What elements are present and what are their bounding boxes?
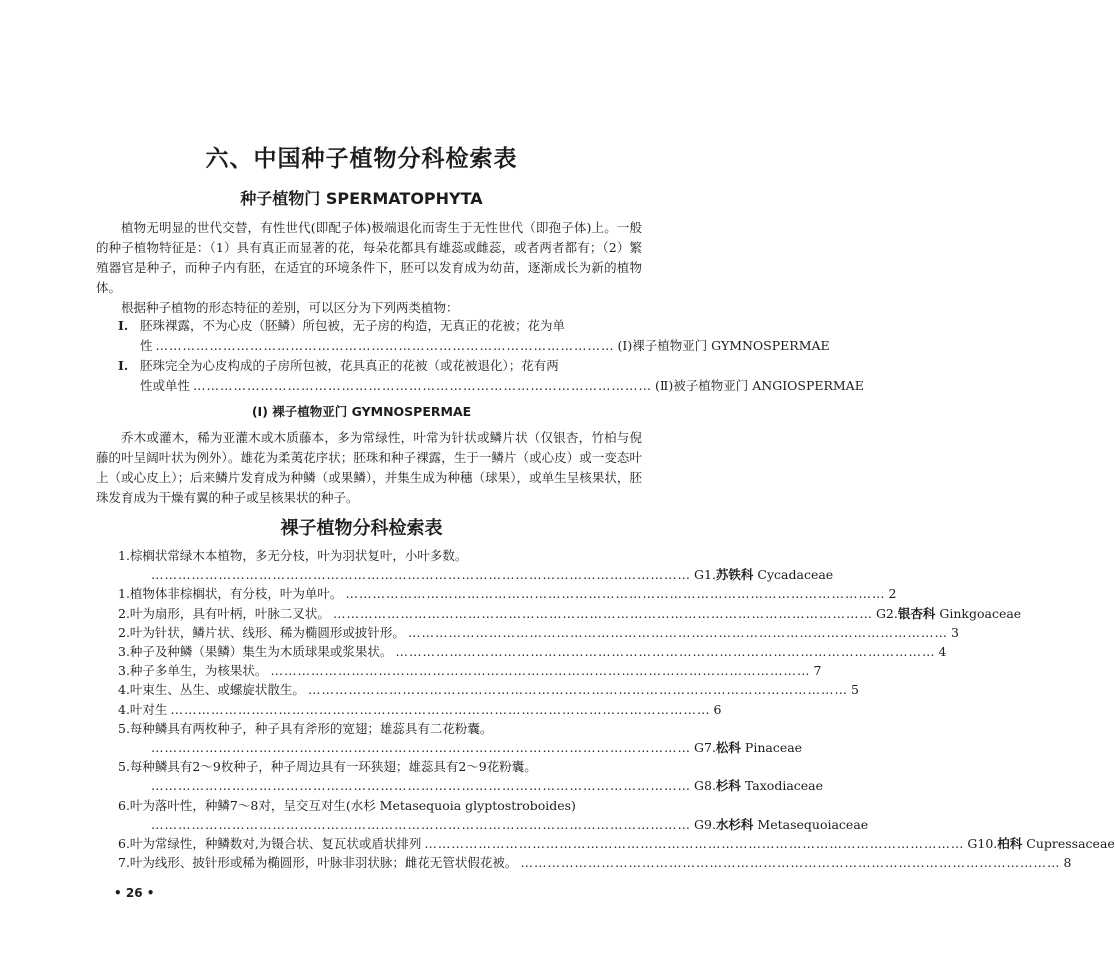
leader-dots: ………………………………………………………………………………………………………… xyxy=(395,644,936,660)
family-name-zh: 苏铁科 xyxy=(715,567,754,583)
family-name-latin: Pinaceae xyxy=(744,740,803,756)
division-couplet xyxy=(118,356,638,376)
family-name-latin: Cupressaceae xyxy=(1026,836,1115,852)
family-name-zh: 松科 xyxy=(715,740,741,756)
key-result xyxy=(813,661,821,680)
key-line xyxy=(118,738,803,757)
key-line xyxy=(118,700,722,719)
key-result xyxy=(694,738,802,757)
couplet-mark: Ⅰ. xyxy=(118,318,129,333)
key-line-text: 4.叶束生、丛生、或螺旋状散生。 xyxy=(118,682,305,698)
key-line-text: 3.种子及种鳞（果鳞）集生为木质球果或浆果状。 xyxy=(118,644,393,660)
key-line xyxy=(118,604,1022,623)
key-result xyxy=(888,584,896,603)
result-code: 3 xyxy=(950,624,959,640)
key-line-text: 5.每种鳞具有两枚种子，种子具有斧形的宽翅；雄蕊具有二花粉囊。 xyxy=(118,720,493,736)
key-line-text: 4.叶对生 xyxy=(118,701,168,717)
leader-dots: ………………………………………………………………………………………………………… xyxy=(151,567,691,583)
key-line-text: 6.叶为常绿性，种鳞数对,为镊合状、复瓦状或盾状排列 xyxy=(118,836,422,852)
key-result xyxy=(713,700,721,719)
key-result xyxy=(967,834,1114,853)
result-code: 7 xyxy=(813,663,822,679)
division-couplet xyxy=(118,316,638,336)
family-name-zh: 银杏科 xyxy=(897,605,936,621)
family-key xyxy=(118,546,1115,872)
result-code: G8. xyxy=(694,778,716,794)
result-code: 2 xyxy=(888,586,897,602)
key-title: 裸子植物分科检索表 xyxy=(280,518,443,539)
result-code: G1. xyxy=(694,567,716,583)
result-code: 8 xyxy=(1063,855,1072,871)
couplet-continuation xyxy=(118,376,864,396)
family-name-zh: 柏科 xyxy=(997,836,1023,852)
result-code: 5 xyxy=(850,682,859,698)
leader-dots: ………………………………………………………………………………………………………… xyxy=(151,778,691,794)
couplet-cont-text: 性 xyxy=(140,338,153,353)
leader-dots: ………………………………………………………………………………………………………… xyxy=(332,605,873,621)
result-code: G9. xyxy=(694,816,716,832)
key-result xyxy=(694,815,868,834)
couplet-text: 胚珠完全为心皮构成的子房所包被，花具真正的花被（或花被退化）；花有两 xyxy=(140,358,559,373)
chapter-title: 六、中国种子植物分科检索表 xyxy=(205,146,518,172)
result-code: G7. xyxy=(694,740,716,756)
gymnosperm-description xyxy=(96,428,642,508)
intro-text xyxy=(96,218,642,318)
couplet-cont-text: 性或单性 xyxy=(140,378,191,393)
leader-dots: ………………………………………………………………………………………………………… xyxy=(151,740,691,756)
key-line-text: 3.种子多单生，为核果状。 xyxy=(118,663,268,679)
key-line-text: 5.每种鳞具有2～9枚种子，种子周边具有一环狭翅；雄蕊具有2～9花粉囊。 xyxy=(118,759,537,775)
leader-dots: ………………………………………………………………………………………………………… xyxy=(345,586,886,602)
intro-paragraph: 植物无明显的世代交替，有性世代(即配子体)极端退化而寄生于无性世代（即孢子体)上。一般的种子植物特征是：（1）具有真正而显著的花，每朵花都具有雄蕊或雌蕊，或者两者都有；（2）繁殖器官是种子，而种子内有胚，在适宜的环境条件下，胚可以发育成为幼苗，逐渐成长为新的植物体。 xyxy=(96,220,642,295)
result-code: G10. xyxy=(967,836,998,852)
division-result: (Ⅰ)裸子植物亚门 GYMNOSPERMAE xyxy=(617,338,830,353)
leader-dots: ………………………………………………………………………………………………………… xyxy=(170,701,711,717)
family-name-latin: Taxodiaceae xyxy=(744,778,824,794)
intro-paragraph: 根据种子植物的形态特征的差别，可以区分为下列两类植物： xyxy=(121,300,459,315)
key-line xyxy=(118,853,1072,872)
division-result: (Ⅱ)被子植物亚门 ANGIOSPERMAE xyxy=(655,378,864,393)
key-result xyxy=(938,642,946,661)
result-code: 4 xyxy=(938,644,947,660)
key-result xyxy=(851,680,859,699)
key-line xyxy=(118,757,624,776)
section-title: 种子植物门 SPERMATOPHYTA xyxy=(240,189,483,208)
family-name-latin: Cycadaceae xyxy=(757,567,834,583)
key-line xyxy=(118,584,897,603)
key-line xyxy=(118,815,869,834)
key-line xyxy=(118,661,822,680)
leader-dots: ………………………………………………………………………………………………………… xyxy=(424,836,965,852)
couplet-continuation xyxy=(118,336,830,356)
key-line xyxy=(118,719,624,738)
page-number: • 26 • xyxy=(114,886,155,900)
subsection-title: (Ⅰ) 裸子植物亚门 GYMNOSPERMAE xyxy=(251,404,472,419)
couplet-text: 胚珠裸露，不为心皮（胚鳞）所包被，无子房的构造，无真正的花被；花为单 xyxy=(140,318,566,333)
key-line-text: 2.叶为针状，鳞片状、线形、稀为椭圆形或披针形。 xyxy=(118,624,405,640)
leader-dots: ………………………………………………………………………………………………………… xyxy=(520,855,1061,871)
family-name-zh: 杉科 xyxy=(715,778,741,794)
key-line-text: 2.叶为扇形，具有叶柄，叶脉二叉状。 xyxy=(118,605,330,621)
key-line xyxy=(118,796,624,815)
result-code: 6 xyxy=(713,701,722,717)
key-line-text: 7.叶为线形、披针形或稀为椭圆形，叶脉非羽状脉；雌花无管状假花被。 xyxy=(118,855,518,871)
leader-dots: ………………………………………………………………………………………… xyxy=(155,338,615,353)
family-name-zh: 水杉科 xyxy=(715,816,754,832)
key-line xyxy=(118,623,959,642)
key-line xyxy=(118,680,859,699)
key-line xyxy=(118,565,834,584)
key-line xyxy=(118,834,1115,853)
key-result xyxy=(951,623,959,642)
key-line xyxy=(118,546,624,565)
couplet-mark: Ⅰ. xyxy=(118,358,129,373)
leader-dots: ………………………………………………………………………………………………………… xyxy=(270,663,811,679)
leader-dots: ………………………………………………………………………………………………………… xyxy=(307,682,848,698)
result-code: G2. xyxy=(875,605,898,621)
key-result xyxy=(694,776,823,795)
key-line-text: 1.植物体非棕榈状，有分枝，叶为单叶。 xyxy=(118,586,343,602)
leader-dots: ………………………………………………………………………………………………………… xyxy=(407,624,948,640)
key-line-text: 1.棕榈状常绿木本植物，多无分枝，叶为羽状复叶，小叶多数。 xyxy=(118,548,468,563)
key-line xyxy=(118,642,947,661)
family-name-latin: Metasequoiaceae xyxy=(757,816,869,832)
leader-dots: ………………………………………………………………………………………………………… xyxy=(151,816,691,832)
key-line xyxy=(118,776,824,795)
leader-dots: ………………………………………………………………………………………… xyxy=(193,378,653,393)
family-name-latin: Ginkgoaceae xyxy=(939,605,1022,621)
key-result xyxy=(694,565,833,584)
key-line-text: 6.叶为落叶性，种鳞7～8对，呈交互对生(水杉 Metasequoia glyptostroboides) xyxy=(118,797,576,813)
key-result xyxy=(1063,853,1071,872)
key-result xyxy=(876,604,1021,623)
description-paragraph: 乔木或灌木，稀为亚灌木或木质藤本，多为常绿性，叶常为针状或鳞片状（仅银杏，竹柏与倪藤的叶呈阔叶状为例外）。雄花为柔荑花序状；胚珠和种子裸露，生于一鳞片（或心皮）或一变态叶上（或心皮上）；后来鳞片发育成为种鳞（或果鳞），并集生成为种穗（球果），或单生呈核果状，胚珠发育成为干燥有翼的种子或呈核果状的种子。 xyxy=(96,430,642,505)
division-key xyxy=(118,316,864,396)
